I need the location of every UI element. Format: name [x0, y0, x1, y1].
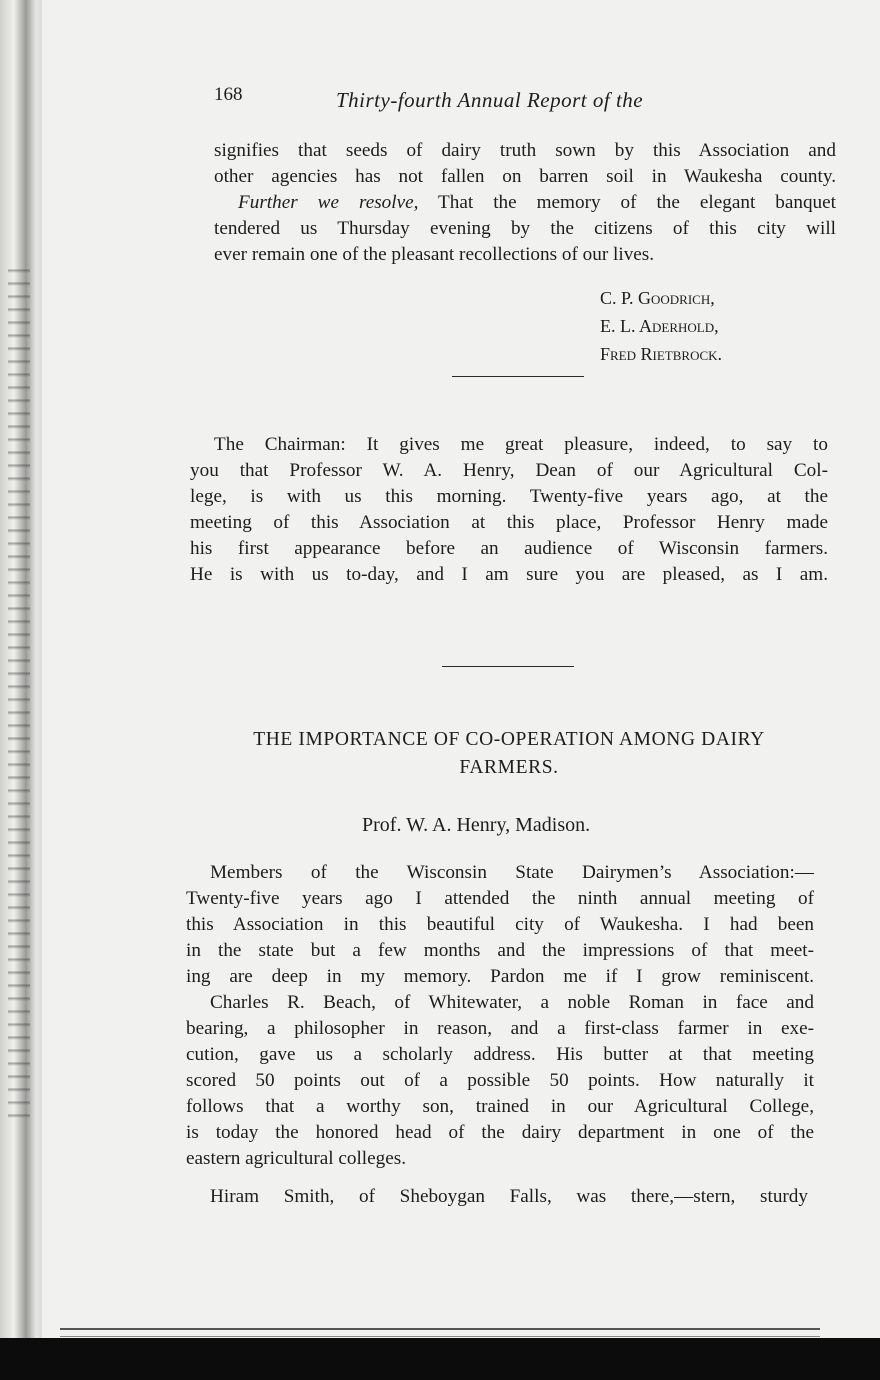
- page-bottom-edge: [60, 1328, 820, 1337]
- resolve-lead: Further we resolve,: [238, 192, 419, 213]
- page-number: 168: [214, 84, 243, 105]
- text-line: ing are deep in my memory. Pardon me if I grow reminiscent.: [186, 966, 814, 987]
- signature-name: Fred Rietbrock.: [600, 344, 723, 364]
- article-paragraph: [186, 1184, 808, 1210]
- signature-name: E. L. Aderhold,: [600, 316, 719, 336]
- text-line: Twenty-five years ago I attended the ninth annual meeting of: [186, 888, 814, 909]
- text-line: cution, gave us a scholarly address. His butter at that meeting: [186, 1044, 814, 1065]
- article-title: [196, 726, 822, 782]
- text-line: meeting of this Association at this place, Professor Henry made: [190, 512, 828, 533]
- text-line: Hiram Smith, of Sheboygan Falls, was there,—stern, sturdy: [210, 1186, 808, 1207]
- text-line: ever remain one of the pleasant recollections of our lives.: [214, 244, 655, 265]
- text-line: other agencies has not fallen on barren soil in Waukesha county.: [214, 166, 836, 187]
- text-line: this Association in this beautiful city of Waukesha. I had been: [186, 914, 814, 935]
- text-line: signifies that seeds of dairy truth sown by this Association and: [214, 140, 836, 161]
- text-line: in the state but a few months and the impressions of that meet-: [186, 940, 814, 961]
- title-line: THE IMPORTANCE OF CO-OPERATION AMONG DAIRY: [253, 729, 765, 750]
- signature-block: [600, 284, 722, 368]
- text-line: his first appearance before an audience of Wisconsin farmers.: [190, 538, 828, 559]
- title-line: FARMERS.: [459, 757, 559, 778]
- section-divider: [452, 376, 584, 377]
- text-line: The Chairman: It gives me great pleasure, indeed, to say to: [214, 434, 828, 455]
- text-line: eastern agricultural colleges.: [186, 1148, 407, 1169]
- text-line: scored 50 points out of a possible 50 points. How naturally it: [186, 1070, 814, 1091]
- article-author: Prof. W. A. Henry, Madison.: [362, 814, 591, 836]
- text-line: bearing, a philosopher in reason, and a first-class farmer in exe-: [186, 1018, 814, 1039]
- chairman-paragraph: [190, 432, 828, 588]
- text-line: follows that a worthy son, trained in our Agricultural College,: [186, 1096, 814, 1117]
- signature-name: C. P. Goodrich,: [600, 288, 715, 308]
- resolve-text: That the memory of the elegant banquet: [418, 192, 836, 213]
- scan-bottom-border: [0, 1338, 880, 1380]
- article-paragraph: [186, 860, 814, 990]
- text-line: He is with us to-day, and I am sure you are pleased, as I am.: [190, 564, 828, 585]
- text-line: lege, is with us this morning. Twenty-five years ago, at the: [190, 486, 828, 507]
- text-line: [214, 190, 836, 216]
- text-line: tendered us Thursday evening by the citizens of this city will: [214, 218, 836, 239]
- book-binding-edge: [0, 0, 42, 1380]
- binding-shadow-marks: [8, 260, 30, 1120]
- article-paragraph: [186, 990, 814, 1172]
- resolution-paragraph: [214, 138, 836, 268]
- text-line: you that Professor W. A. Henry, Dean of our Agricultural Col-: [190, 460, 828, 481]
- text-line: Charles R. Beach, of Whitewater, a noble Roman in face and: [210, 992, 814, 1013]
- text-line: Members of the Wisconsin State Dairymen’s Association:—: [210, 862, 814, 883]
- page-header: [214, 84, 834, 120]
- text-line: is today the honored head of the dairy department in one of the: [186, 1122, 814, 1143]
- running-title: Thirty-fourth Annual Report of the: [336, 88, 644, 112]
- section-divider: [442, 666, 574, 667]
